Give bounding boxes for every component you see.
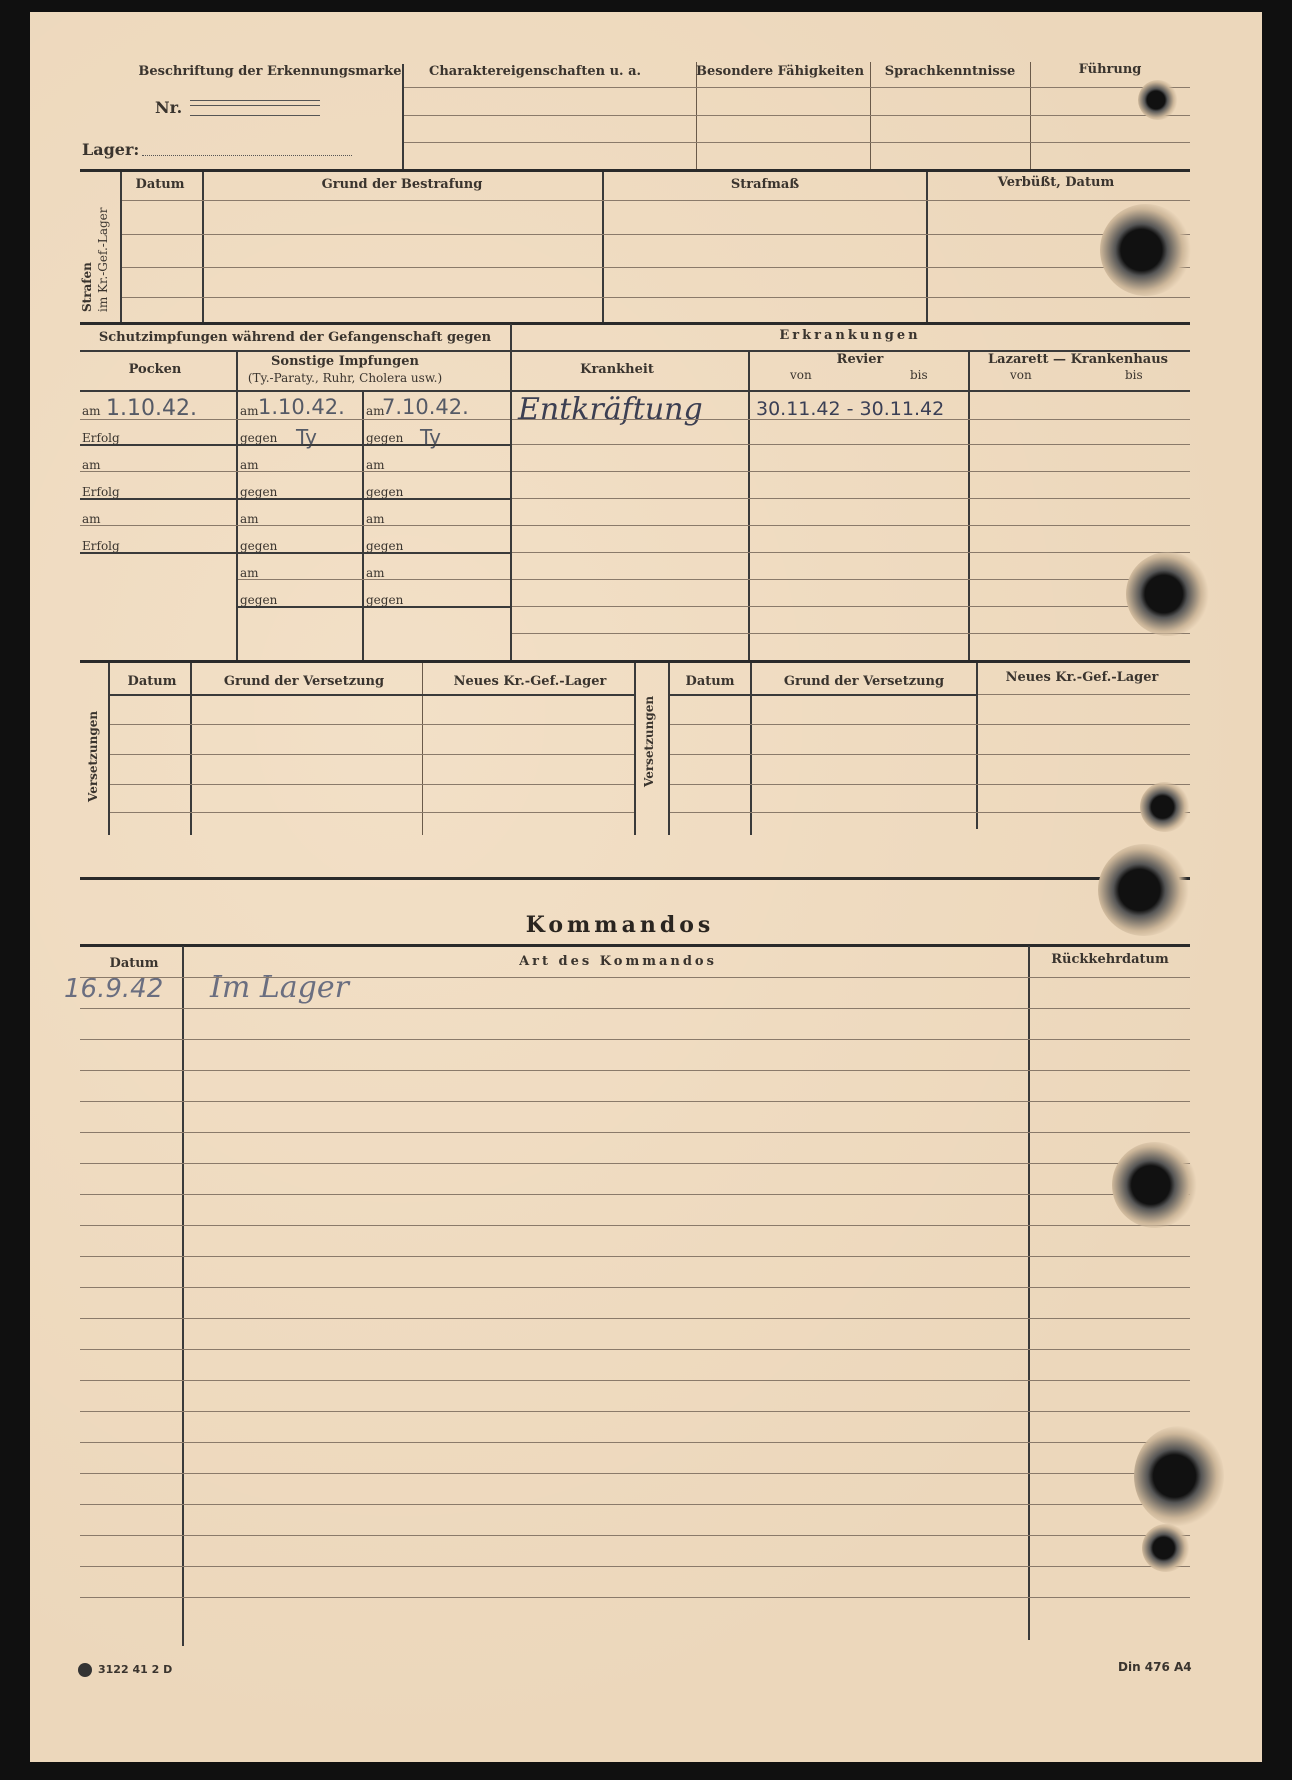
strafen-datum-header: Datum <box>135 177 185 192</box>
kommandos-row-line <box>80 1597 1190 1598</box>
kommandos-art-header: Art des Kommandos <box>519 954 717 969</box>
sonst2-am-2: am <box>366 458 385 472</box>
punch-hole <box>1134 1426 1224 1526</box>
pocken-am-1: am <box>82 404 101 418</box>
kommandos-row-line <box>80 977 1190 978</box>
pocken-erfolg-2: Erfolg <box>82 485 120 499</box>
kommandos-row-line <box>80 1349 1190 1350</box>
sonst2-gegen-1: gegen <box>366 431 404 445</box>
pocken-am-3: am <box>82 512 101 526</box>
revier-bis: bis <box>910 368 928 382</box>
kommandos-row-line <box>80 1070 1190 1071</box>
punch-hole <box>1126 552 1210 636</box>
strafen-side-label: Strafen <box>80 262 94 312</box>
lager-label: Lager: <box>82 140 140 159</box>
punch-hole <box>1100 204 1192 296</box>
kommandos-row-line <box>80 1132 1190 1133</box>
erkrankungen-title: Erkrankungen <box>779 328 921 343</box>
vers-neues-header-right: Neues Kr.-Gef.-Lager <box>1005 670 1159 685</box>
nr-field[interactable] <box>190 100 320 116</box>
punch-hole <box>1142 1524 1190 1572</box>
punch-hole <box>1138 80 1178 120</box>
versetzungen-side-label-right: Versetzungen <box>642 695 656 787</box>
kommandos-row-line <box>80 1256 1190 1257</box>
kommandos-title: Kommandos <box>525 912 715 938</box>
kommandos-datum-header: Datum <box>109 956 159 971</box>
faehigkeiten-header: Besondere Fähigkeiten <box>695 64 865 79</box>
sonst1-am-3: am <box>240 512 259 526</box>
vers-datum-header-right: Datum <box>685 674 735 689</box>
form-sheet <box>30 12 1262 1762</box>
kommandos-row-line <box>80 1194 1190 1195</box>
sonst2-am-4: am <box>366 566 385 580</box>
kommandos-row-line <box>80 1504 1190 1505</box>
charakter-header: Charaktereigenschaften u. a. <box>428 64 642 79</box>
sonst1-gegen-value: Ty <box>296 425 317 449</box>
pocken-header: Pocken <box>128 362 182 377</box>
vers-neues-header-left: Neues Kr.-Gef.-Lager <box>453 674 607 689</box>
strafen-grund-header: Grund der Bestrafung <box>321 177 483 192</box>
pocken-erfolg-3: Erfolg <box>82 539 120 553</box>
pocken-erfolg-1: Erfolg <box>82 431 120 445</box>
vers-datum-header-left: Datum <box>127 674 177 689</box>
punch-hole <box>1112 1142 1198 1228</box>
kommandos-row-line <box>80 1101 1190 1102</box>
kommandos-row1-datum: 16.9.42 <box>64 974 164 1004</box>
kommandos-row1-art: Im Lager <box>210 970 349 1005</box>
kommandos-row-line <box>80 1380 1190 1381</box>
sonst1-gegen-4: gegen <box>240 593 278 607</box>
sonstige-sub-header: (Ty.-Paraty., Ruhr, Cholera usw.) <box>247 371 443 385</box>
kommandos-row-line <box>80 1163 1190 1164</box>
sprachen-header: Sprachkenntnisse <box>884 64 1016 79</box>
kommandos-row-line <box>80 1287 1190 1288</box>
pocken-am-2: am <box>82 458 101 472</box>
footer-form-number: 3122 41 2 D <box>98 1663 173 1676</box>
sonst1-am-4: am <box>240 566 259 580</box>
kommandos-row-line <box>80 1411 1190 1412</box>
punch-hole <box>1098 844 1190 936</box>
krankheit-header: Krankheit <box>580 362 654 377</box>
kommandos-row-line <box>80 1318 1190 1319</box>
kommandos-row-line <box>80 1225 1190 1226</box>
kommandos-row-line <box>80 1039 1190 1040</box>
impfungen-title: Schutzimpfungen während der Gefangenschaft gegen <box>98 330 492 345</box>
versetzungen-side-label-left: Versetzungen <box>86 710 100 802</box>
sonst2-date-value: 7.10.42. <box>382 395 469 419</box>
sonst1-am-2: am <box>240 458 259 472</box>
revier-value: 30.11.42 - 30.11.42 <box>756 398 945 420</box>
sonst2-gegen-value: Ty <box>420 425 441 449</box>
strafen-side-label-2: im Kr.-Gef.-Lager <box>96 207 110 312</box>
punch-hole <box>1140 782 1190 832</box>
kommandos-row-line <box>80 1535 1190 1536</box>
lager-field[interactable] <box>142 155 352 156</box>
rueckkehr-header: Rückkehrdatum <box>1051 952 1169 967</box>
kommandos-row-line <box>80 1566 1190 1567</box>
pocken-date-value: 1.10.42. <box>106 396 197 421</box>
printer-seal-icon <box>78 1663 92 1677</box>
footer-din: Din 476 A4 <box>1118 1660 1192 1674</box>
vers-grund-header-right: Grund der Versetzung <box>783 674 945 689</box>
sonst2-am-1: am <box>366 404 385 418</box>
krankheit-value: Entkräftung <box>518 392 703 427</box>
kommandos-row-line <box>80 1008 1190 1009</box>
sonst1-date-value: 1.10.42. <box>258 395 345 419</box>
strafmass-header: Strafmaß <box>730 177 800 192</box>
sonst2-gegen-3: gegen <box>366 539 404 553</box>
nr-label: Nr. <box>155 98 183 117</box>
verbuesst-header: Verbüßt, Datum <box>997 175 1115 190</box>
sonst2-am-3: am <box>366 512 385 526</box>
sonst1-gegen-3: gegen <box>240 539 278 553</box>
kommandos-row-line <box>80 1442 1190 1443</box>
lazarett-bis: bis <box>1125 368 1143 382</box>
lazarett-von: von <box>1010 368 1032 382</box>
sonst1-gegen-2: gegen <box>240 485 278 499</box>
sonst2-gegen-4: gegen <box>366 593 404 607</box>
sonstige-header: Sonstige Impfungen <box>271 354 419 369</box>
vers-grund-header-left: Grund der Versetzung <box>223 674 385 689</box>
sonst1-am-1: am <box>240 404 259 418</box>
sonst2-gegen-2: gegen <box>366 485 404 499</box>
sonst1-gegen-1: gegen <box>240 431 278 445</box>
revier-header: Revier <box>836 352 884 367</box>
revier-von: von <box>790 368 812 382</box>
fuehrung-header: Führung <box>1078 62 1142 77</box>
erkennungsmarke-label: Beschriftung der Erkennungsmarke <box>138 64 402 79</box>
lazarett-header: Lazarett — Krankenhaus <box>988 352 1168 367</box>
kommandos-row-line <box>80 1473 1190 1474</box>
